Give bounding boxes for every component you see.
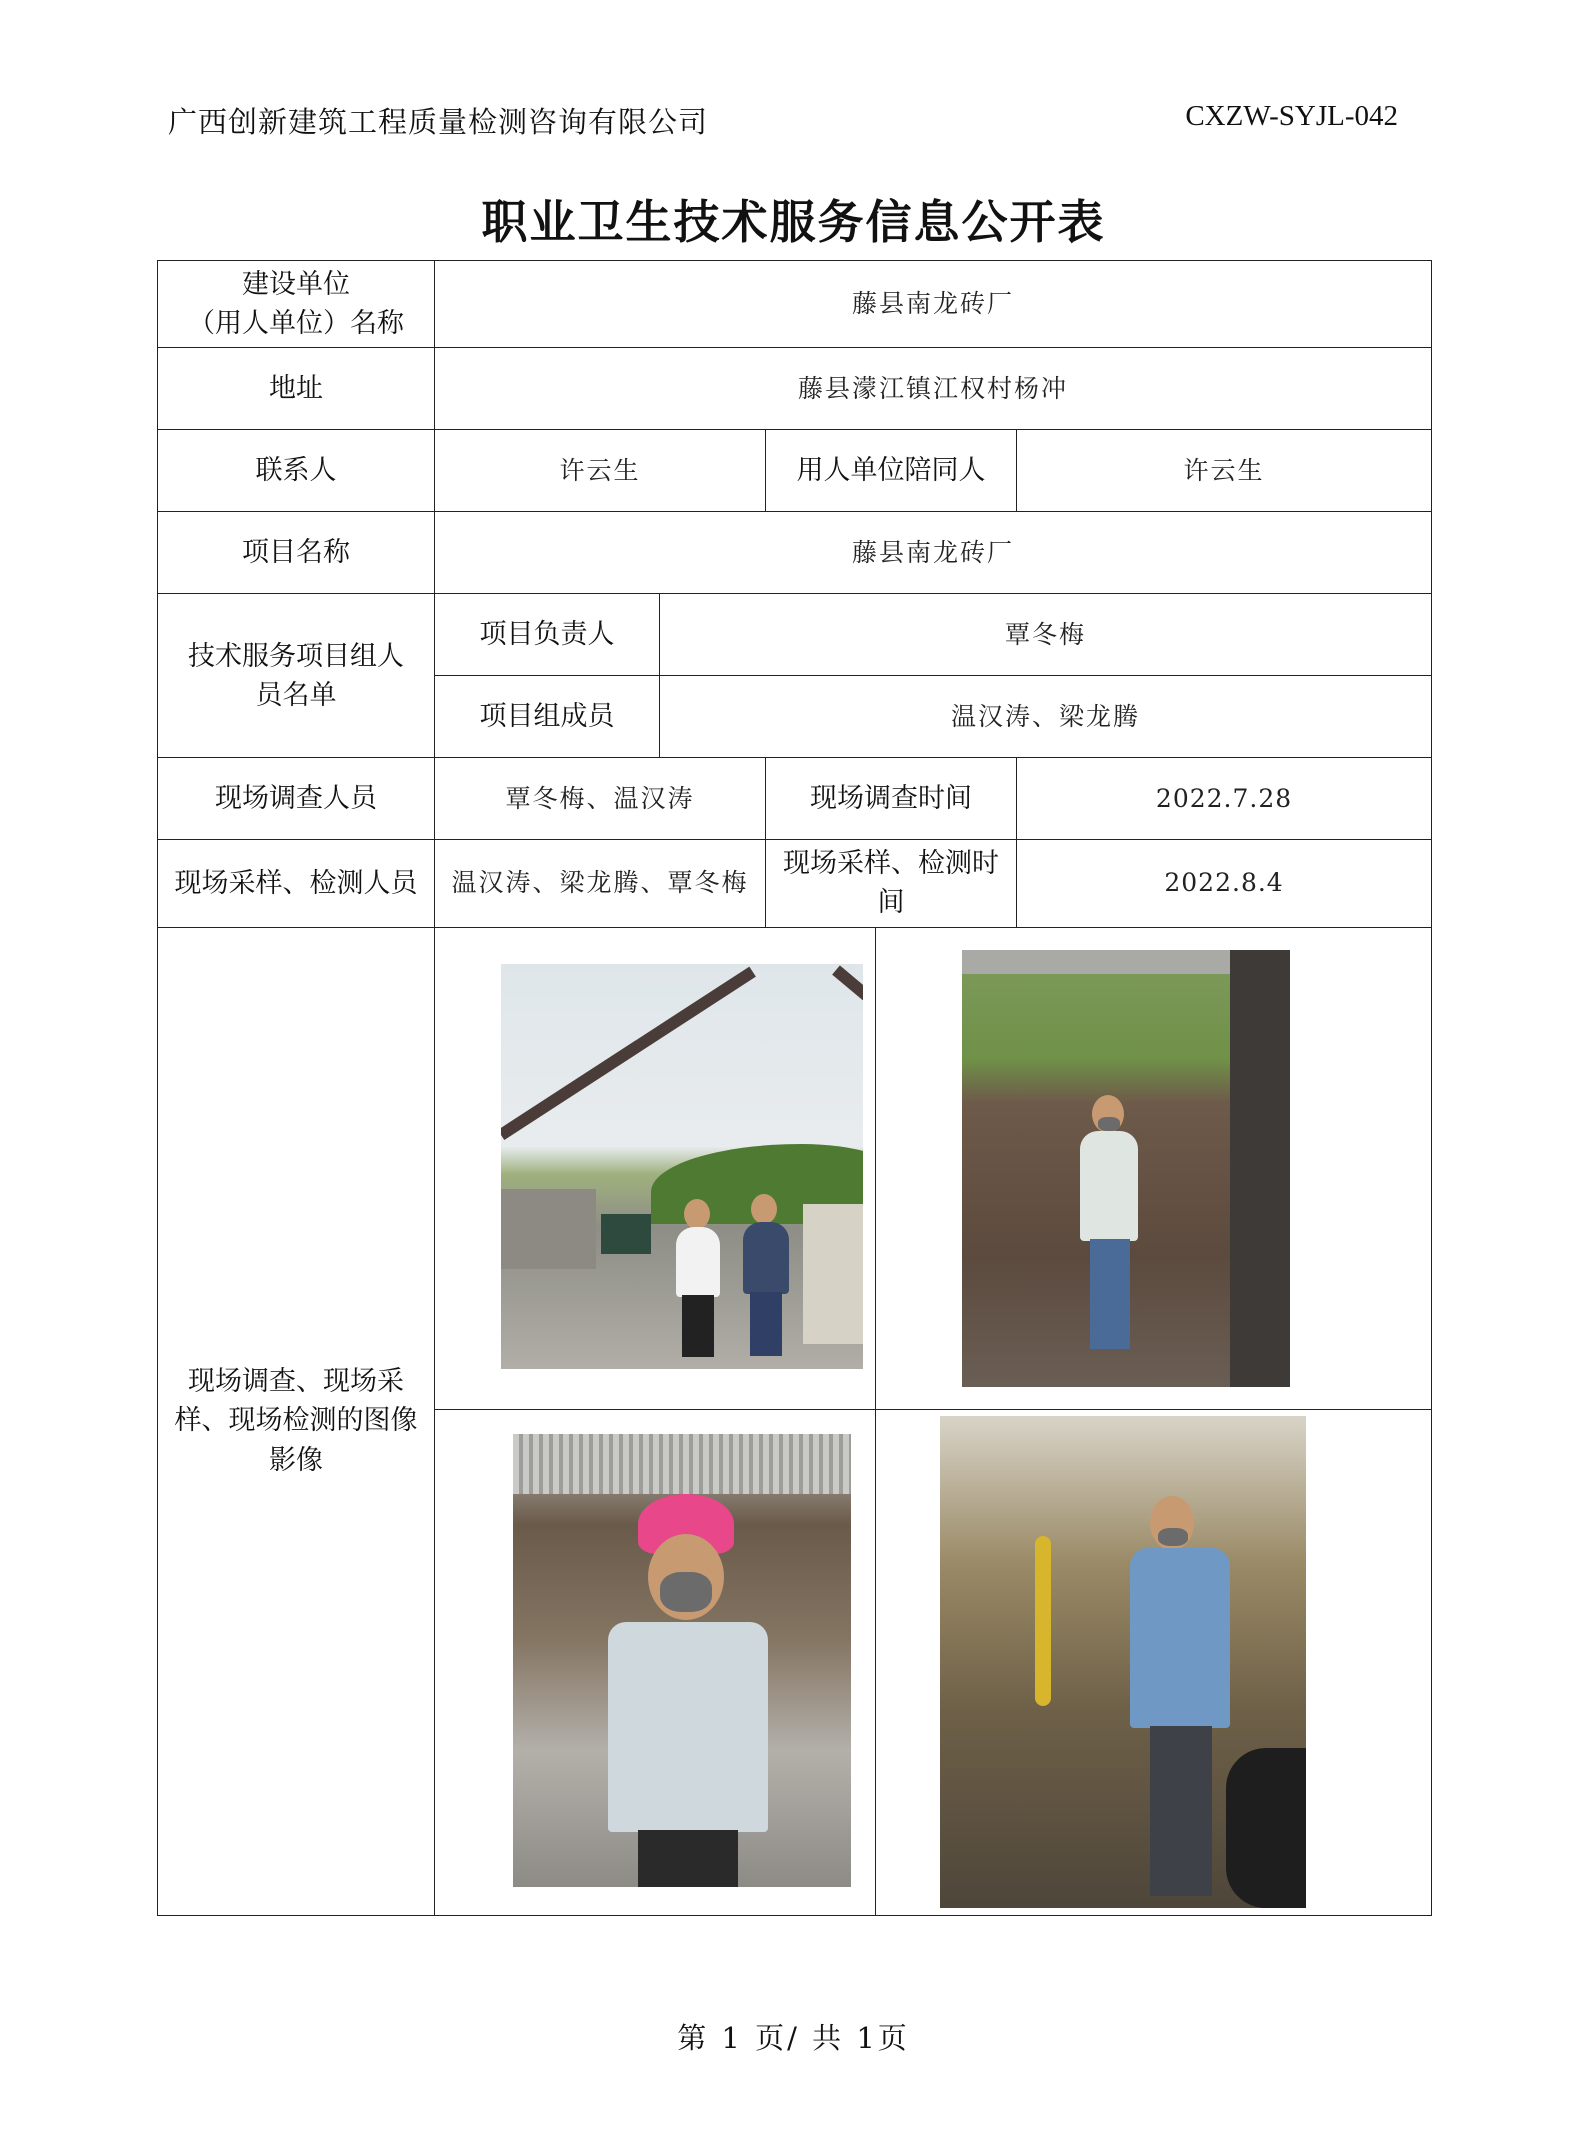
row-contact [158, 430, 1432, 512]
site-photo-worker [513, 1434, 851, 1887]
sampling-staff-value: 温汉涛、梁龙腾、覃冬梅 [435, 840, 766, 927]
photo-cell-3 [435, 1409, 876, 1915]
page-title: 职业卫生技术服务信息公开表 [481, 195, 1106, 249]
site-photo-yard [501, 964, 863, 1369]
leader-value: 覃冬梅 [660, 594, 1432, 676]
page-number: 第 1 页/ 共 1页 [677, 2021, 910, 2055]
document-code: CXZW-SYJL-042 [1185, 100, 1398, 132]
survey-time-value: 2022.7.28 [1017, 758, 1432, 840]
site-photo-loader [940, 1416, 1306, 1908]
survey-time-label: 现场调查时间 [766, 758, 1017, 840]
photo-cell-4 [876, 1409, 1432, 1915]
project-name-label: 项目名称 [158, 512, 435, 594]
members-value: 温汉涛、梁龙腾 [660, 676, 1432, 758]
contact-value: 许云生 [435, 430, 766, 512]
team-label: 技术服务项目组人员名单 [158, 594, 435, 758]
row-leader [158, 594, 1432, 676]
images-label: 现场调查、现场采样、现场检测的图像影像 [158, 927, 435, 1915]
leader-label: 项目负责人 [435, 594, 660, 676]
address-value: 藤县濛江镇江权村杨冲 [435, 348, 1432, 430]
project-name-value: 藤县南龙砖厂 [435, 512, 1432, 594]
row-unit [158, 261, 1432, 348]
contact-label: 联系人 [158, 430, 435, 512]
escort-value: 许云生 [1017, 430, 1432, 512]
survey-staff-label: 现场调查人员 [158, 758, 435, 840]
sampling-time-label: 现场采样、检测时间 [766, 840, 1017, 927]
sampling-staff-label: 现场采样、检测人员 [158, 840, 435, 927]
row-survey [158, 758, 1432, 840]
members-label: 项目组成员 [435, 676, 660, 758]
unit-label: 建设单位 （用人单位）名称 [158, 261, 435, 348]
site-photo-woodpile [962, 950, 1290, 1387]
photo-cell-1 [435, 927, 876, 1409]
unit-value: 藤县南龙砖厂 [435, 261, 1432, 348]
escort-label: 用人单位陪同人 [766, 430, 1017, 512]
survey-staff-value: 覃冬梅、温汉涛 [435, 758, 766, 840]
info-table [157, 260, 1432, 1916]
address-label: 地址 [158, 348, 435, 430]
row-address [158, 348, 1432, 430]
sampling-time-value: 2022.8.4 [1017, 840, 1432, 927]
company-name: 广西创新建筑工程质量检测咨询有限公司 [168, 105, 709, 139]
photo-cell-2 [876, 927, 1432, 1409]
row-project-name [158, 512, 1432, 594]
row-photos-top [158, 927, 1432, 1409]
row-sampling [158, 840, 1432, 927]
